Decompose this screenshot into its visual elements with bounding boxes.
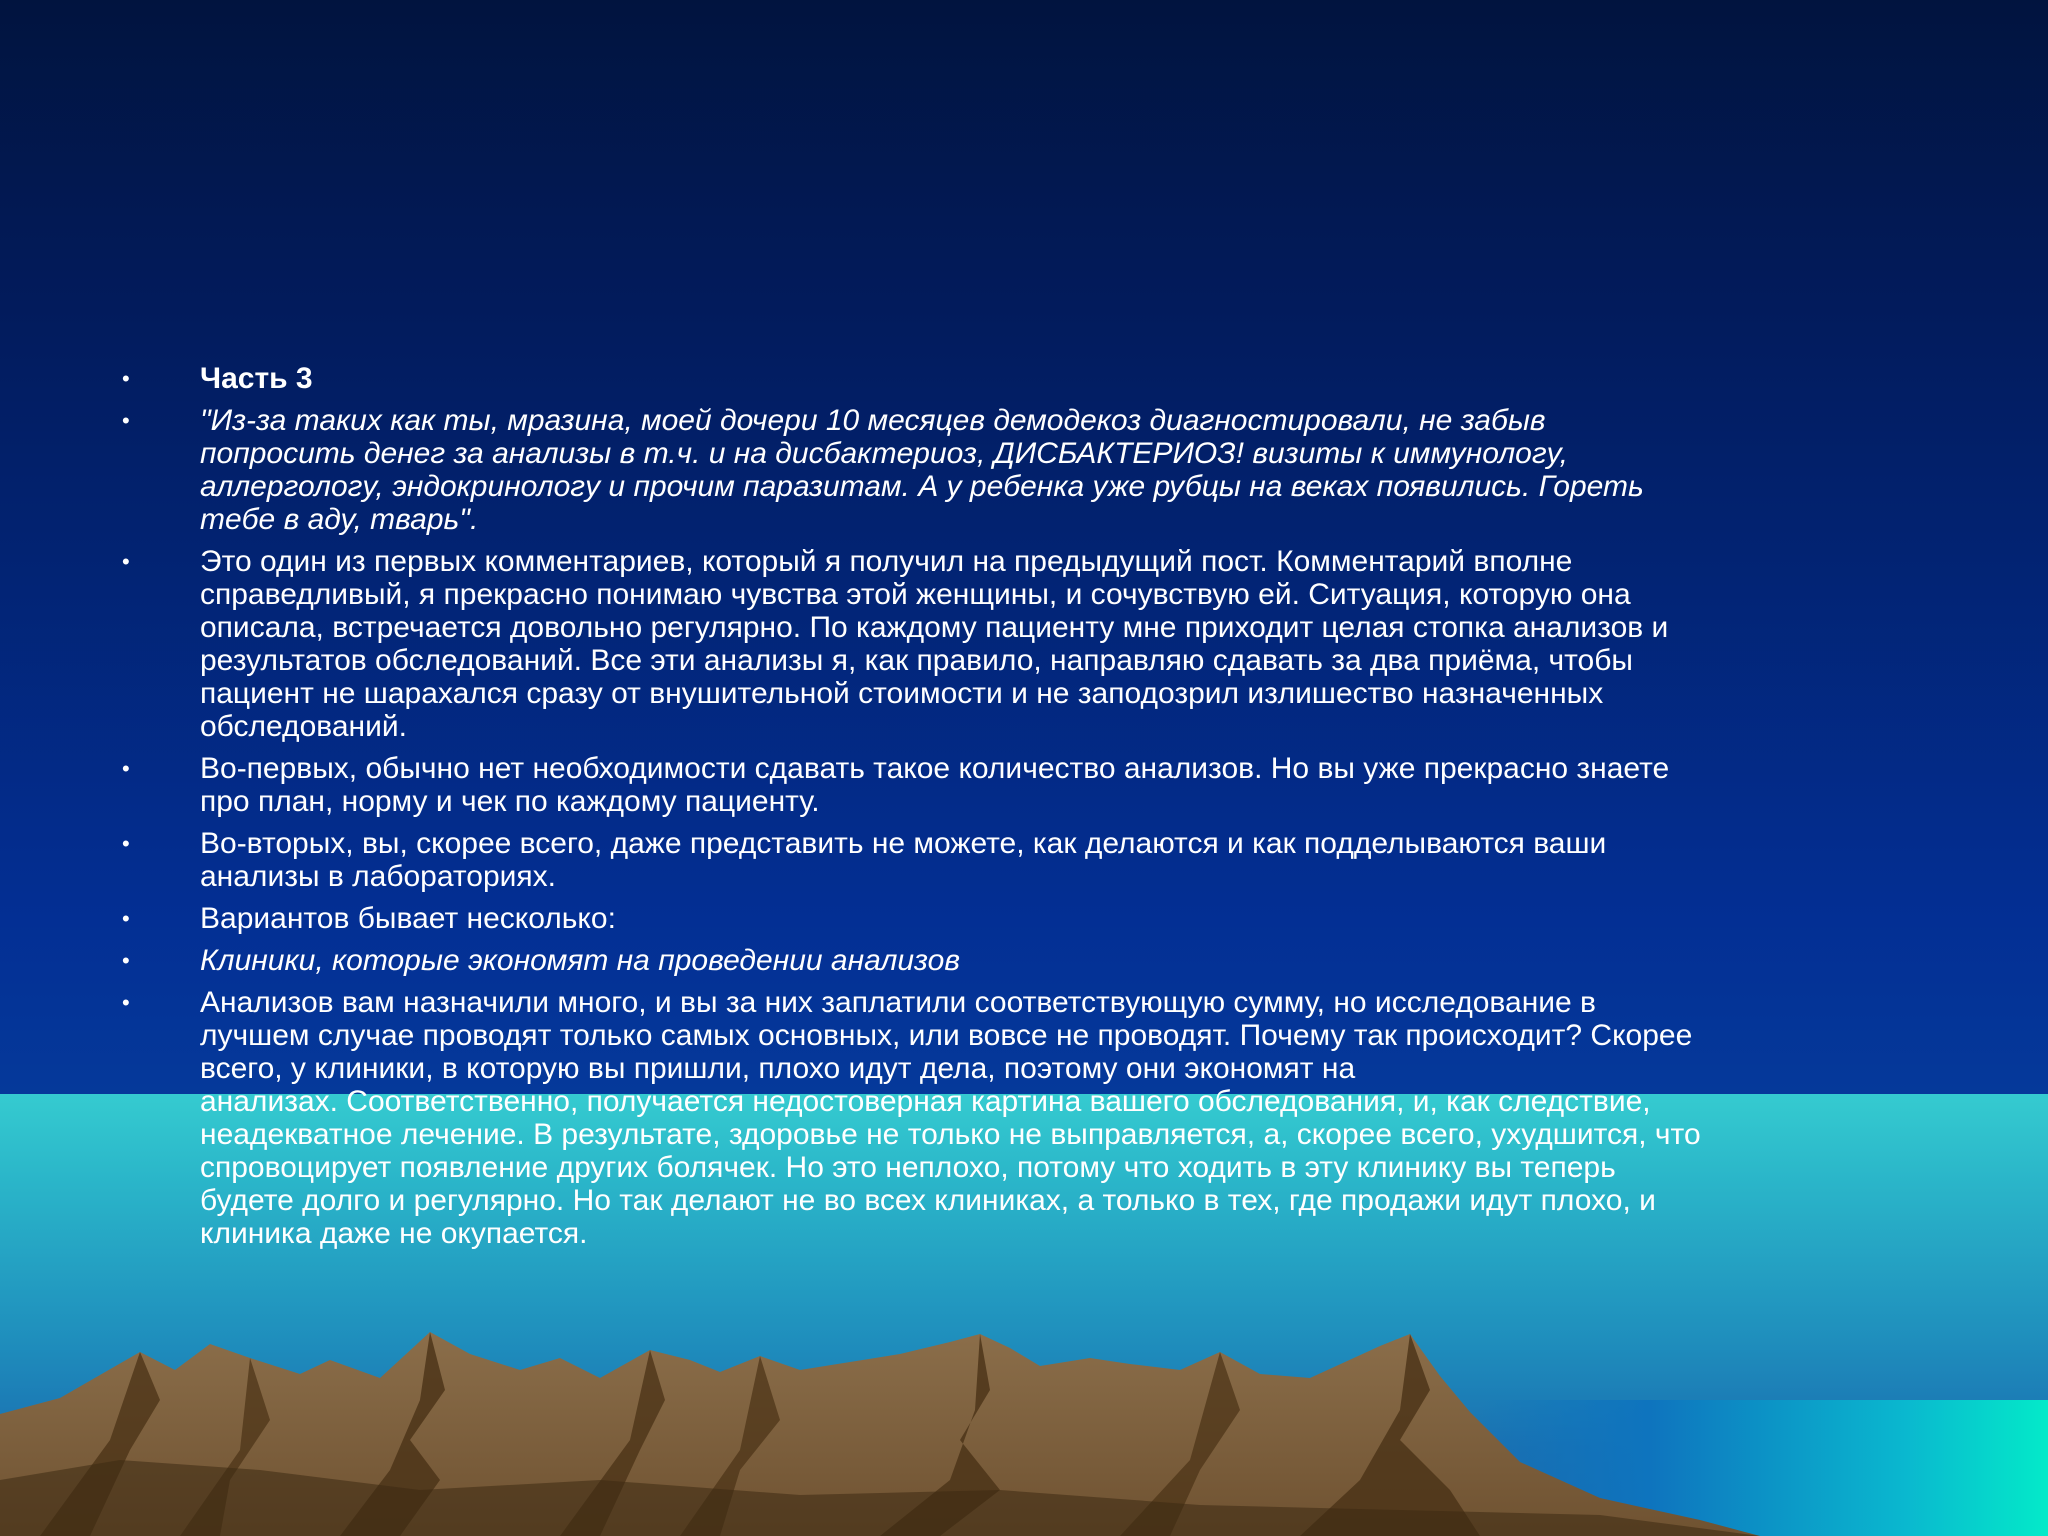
bullet-marker: • — [122, 948, 130, 973]
bullet-marker: • — [122, 756, 130, 781]
list-item — [116, 944, 1946, 977]
paragraph-text: Анализов вам назначили много, и вы за них заплатили соответствующую сумму, но исследование в лучшем случае проводят только самых основных, или вовсе не проводят. Почему так происходит? Скорее всего, у клиники, в которую вы пришли, плохо идут дела, поэтому они экономят на анализах. Соответственно, получается недостоверная картина вашего обследования, и, как следствие, неадекватное лечение. В результате, здоровье не только не выправляется, а, скорее всего, ухудшится, что спровоцирует появление других болячек. Но это неплохо, потому что ходить в эту клинику вы теперь будете долго и регулярно. Но так делают не во всех клиниках, а только в тех, где продажи идут плохо, и клиника даже не окупается. — [200, 986, 1701, 1250]
list-item — [116, 752, 1946, 818]
bullet-marker: • — [122, 906, 130, 931]
paragraph-text: Вариантов бывает несколько: — [200, 902, 616, 935]
section-heading: Часть 3 — [200, 362, 313, 395]
bullet-list — [116, 362, 1946, 1259]
bullet-marker: • — [122, 990, 130, 1015]
mountains-illustration — [0, 1330, 2048, 1536]
list-item — [116, 362, 1946, 395]
bullet-marker: • — [122, 408, 130, 433]
list-item — [116, 545, 1946, 743]
quoted-comment: "Из-за таких как ты, мразина, моей дочери 10 месяцев демодекоз диагностировали, не забыв попросить денег за анализы в т.ч. и на дисбактериоз, ДИСБАКТЕРИОЗ! визиты к иммунологу, аллергологу, эндокринологу и прочим паразитам. А у ребенка уже рубцы на веках появились. Гореть тебе в аду, тварь". — [200, 404, 1644, 536]
list-item — [116, 404, 1946, 536]
paragraph-text: Во-вторых, вы, скорее всего, даже представить не можете, как делаются и как подделываются ваши анализы в лабораториях. — [200, 827, 1607, 893]
list-item — [116, 986, 1946, 1250]
paragraph-text: Это один из первых комментариев, который я получил на предыдущий пост. Комментарий вполне справедливый, я прекрасно понимаю чувства этой женщины, и сочувствую ей. Ситуация, которую она описала, встречается довольно регулярно. По каждому пациенту мне приходит целая стопка анализов и результатов обследований. Все эти анализы я, как правило, направляю сдавать за два приёма, чтобы пациент не шарахался сразу от внушительной стоимости и не заподозрил излишество назначенных обследований. — [200, 545, 1669, 743]
bullet-marker: • — [122, 549, 130, 574]
subheading-text: Клиники, которые экономят на проведении анализов — [200, 944, 961, 977]
bullet-marker: • — [122, 831, 130, 856]
list-item — [116, 827, 1946, 893]
list-item — [116, 902, 1946, 935]
bullet-marker: • — [122, 366, 130, 391]
paragraph-text: Во-первых, обычно нет необходимости сдавать такое количество анализов. Но вы уже прекрасно знаете про план, норму и чек по каждому пациенту. — [200, 752, 1670, 818]
